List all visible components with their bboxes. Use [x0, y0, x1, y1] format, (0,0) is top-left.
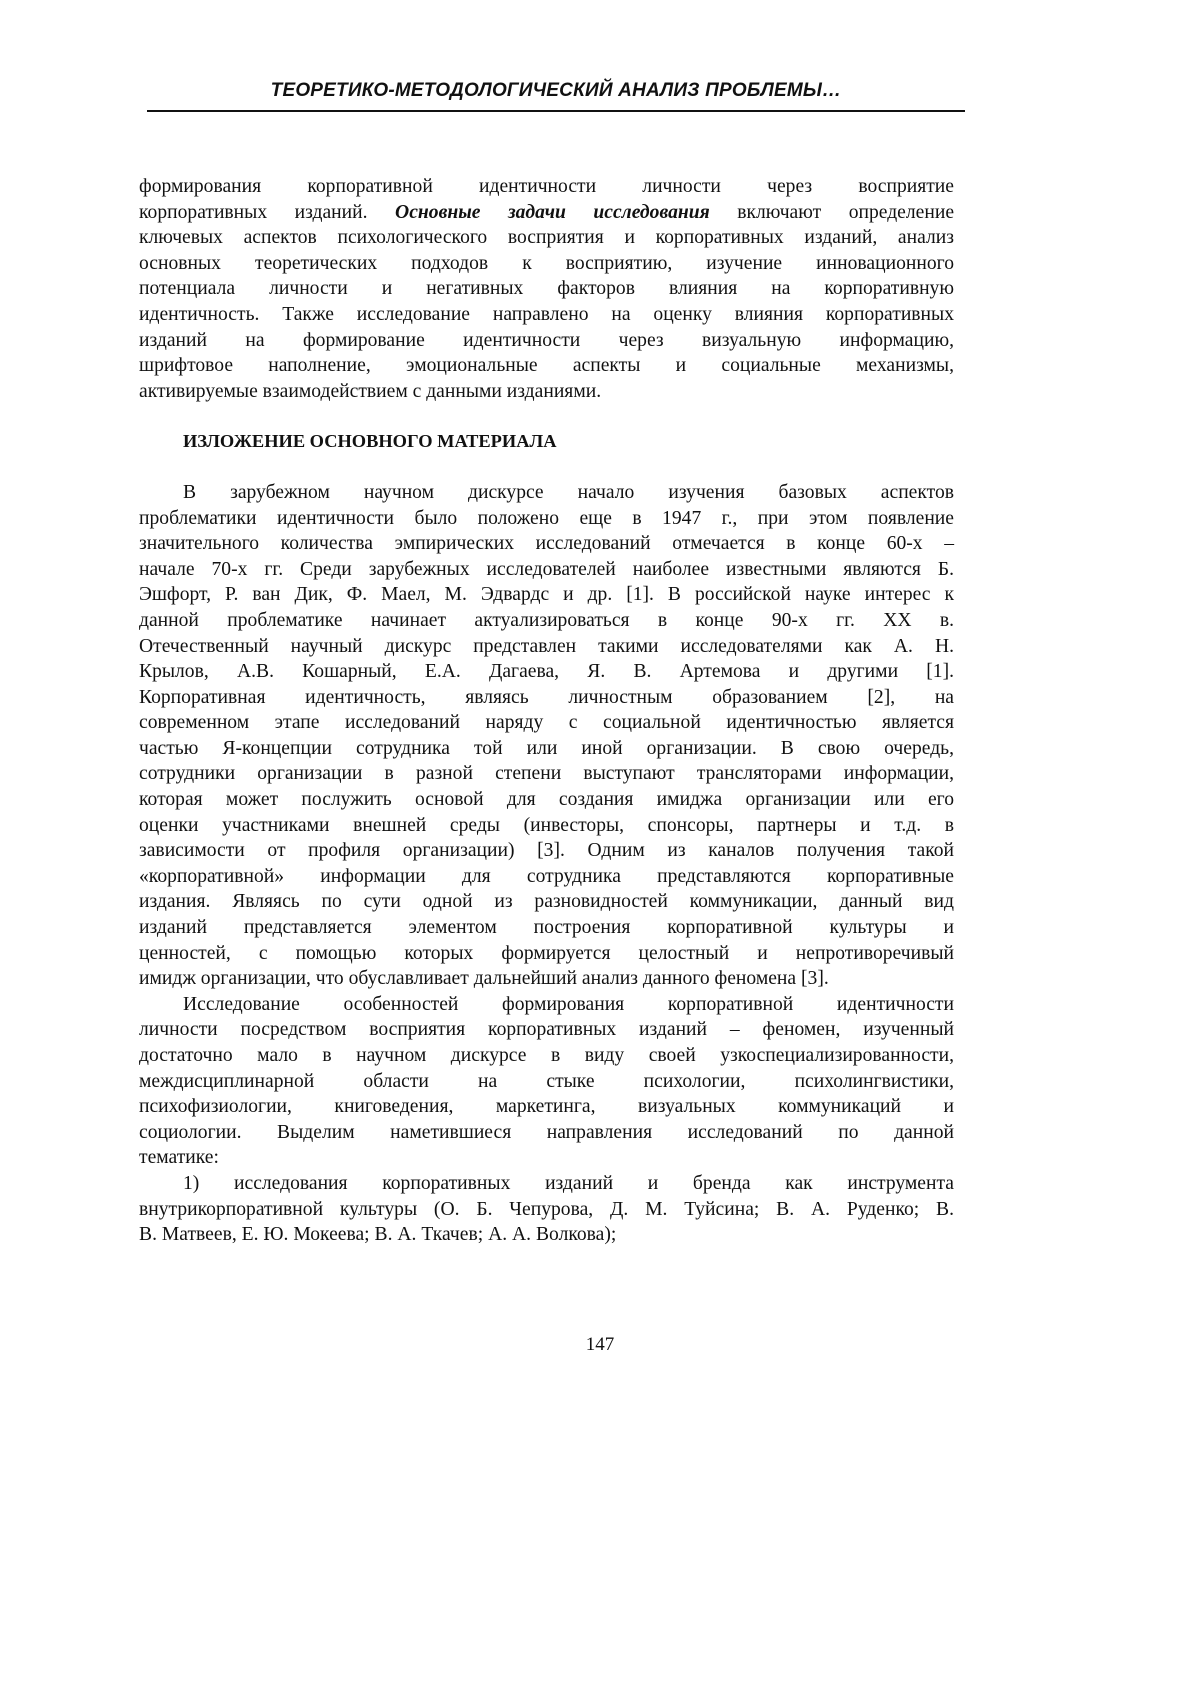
text-line: частью Я-концепции сотрудника той или иной организации. В свою очередь, [139, 736, 954, 762]
text-line: сотрудники организации в разной степени выступают трансляторами информации, [139, 761, 954, 787]
header-rule [147, 110, 965, 112]
text-line: достаточно мало в научном дискурсе в виду своей узкоспециализированности, [139, 1043, 954, 1069]
text-line: «корпоративной» информации для сотрудника представляются корпоративные [139, 864, 954, 890]
text-line: Эшфорт, Р. ван Дик, Ф. Маел, М. Эдвардс и др. [1]. В российской науке интерес к [139, 582, 954, 608]
text-line: формирования корпоративной идентичности личности через восприятие [139, 174, 954, 200]
text-line: идентичность. Также исследование направлено на оценку влияния корпоративных [139, 302, 954, 328]
text-line: Исследование особенностей формирования корпоративной идентичности [139, 992, 954, 1018]
text-line: имидж организации, что обуславливает дальнейший анализ данного феномена [3]. [139, 966, 954, 992]
text-line: Крылов, А.В. Кошарный, Е.А. Дагаева, Я. В. Артемова и другими [1]. [139, 659, 954, 685]
text-line: Отечественный научный дискурс представлен такими исследователями как А. Н. [139, 634, 954, 660]
text-line: потенциала личности и негативных факторов влияния на корпоративную [139, 276, 954, 302]
text-segment: корпоративных изданий. [139, 202, 395, 223]
text-line: ценностей, с помощью которых формируется целостный и непротиворечивый [139, 941, 954, 967]
text-line: которая может послужить основой для создания имиджа организации или его [139, 787, 954, 813]
emphasis-text: Основные задачи исследования [395, 202, 710, 223]
text-line: психофизиологии, книговедения, маркетинга, визуальных коммуникаций и [139, 1094, 954, 1120]
text-line: ключевых аспектов психологического восприятия и корпоративных изданий, анализ [139, 225, 954, 251]
text-line [139, 200, 954, 226]
text-line: начале 70-х гг. Среди зарубежных исследователей наиболее известными являются Б. [139, 557, 954, 583]
text-line: социологии. Выделим наметившиеся направления исследований по данной [139, 1120, 954, 1146]
text-line: данной проблематике начинает актуализироваться в конце 90-х гг. XX в. [139, 608, 954, 634]
text-line: изданий на формирование идентичности через визуальную информацию, [139, 328, 954, 354]
text-line: издания. Являясь по сути одной из разновидностей коммуникации, данный вид [139, 889, 954, 915]
text-line: личности посредством восприятия корпоративных изданий – феномен, изученный [139, 1017, 954, 1043]
text-line: зависимости от профиля организации) [3]. Одним из каналов получения такой [139, 838, 954, 864]
text-line: шрифтовое наполнение, эмоциональные аспекты и социальные механизмы, [139, 353, 954, 379]
list-item-line: внутрикорпоративной культуры (О. Б. Чепурова, Д. М. Туйсина; В. А. Руденко; В. [139, 1197, 954, 1223]
section-heading: ИЗЛОЖЕНИЕ ОСНОВНОГО МАТЕРИАЛА [139, 429, 954, 455]
text-line: значительного количества эмпирических исследований отмечается в конце 60-х – [139, 531, 954, 557]
running-header: ТЕОРЕТИКО-МЕТОДОЛОГИЧЕСКИЙ АНАЛИЗ ПРОБЛЕМЫ… [147, 80, 965, 102]
text-line: изданий представляется элементом построения корпоративной культуры и [139, 915, 954, 941]
text-line: В зарубежном научном дискурсе начало изучения базовых аспектов [139, 480, 954, 506]
text-line: современном этапе исследований наряду с социальной идентичностью является [139, 710, 954, 736]
text-line: оценки участниками внешней среды (инвесторы, спонсоры, партнеры и т.д. в [139, 813, 954, 839]
list-item-line: 1) исследования корпоративных изданий и бренда как инструмента [139, 1171, 954, 1197]
text-line: основных теоретических подходов к восприятию, изучение инновационного [139, 251, 954, 277]
text-line: Корпоративная идентичность, являясь личностным образованием [2], на [139, 685, 954, 711]
text-line: активируемые взаимодействием с данными изданиями. [139, 379, 954, 405]
text-line: тематике: [139, 1145, 954, 1171]
article-body [139, 174, 954, 1248]
page-number: 147 [0, 1334, 1200, 1356]
text-line: проблематики идентичности было положено еще в 1947 г., при этом появление [139, 506, 954, 532]
list-item-line: В. Матвеев, Е. Ю. Мокеева; В. А. Ткачев; А. А. Волкова); [139, 1222, 954, 1248]
text-line: междисциплинарной области на стыке психологии, психолингвистики, [139, 1069, 954, 1095]
text-segment: включают определение [710, 202, 954, 223]
